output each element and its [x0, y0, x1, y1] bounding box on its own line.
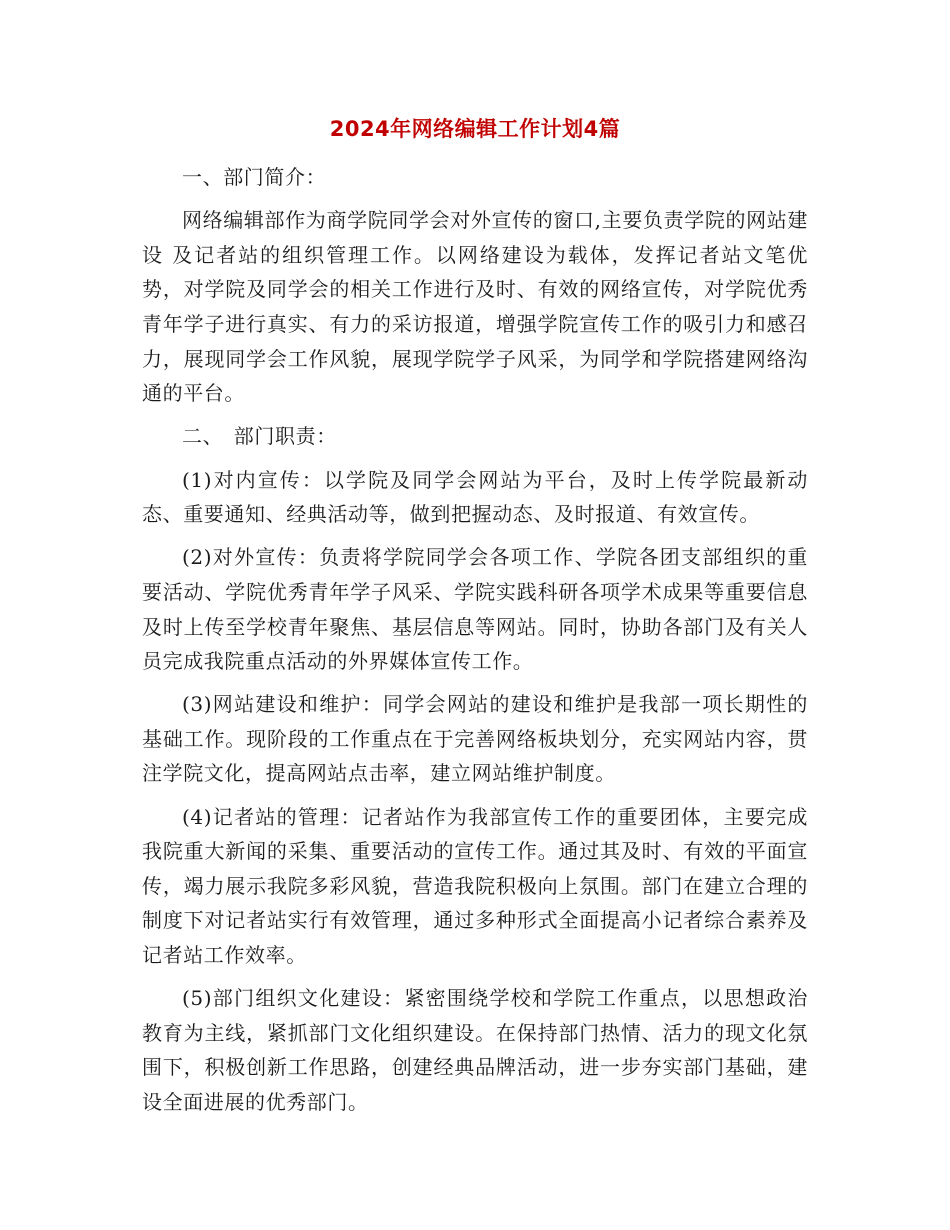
- paragraph-duty-2: (2)对外宣传：负责将学院同学会各项工作、学院各团支部组织的重要活动、学院优秀青年学子风采、学院实践科研各项学术成果等重要信息及时上传至学校青年聚焦、基层信息等网站。同时，协助各部门及有关人员完成我院重点活动的外界媒体宣传工作。: [142, 545, 808, 674]
- paragraph-duty-5: (5)部门组织文化建设：紧密围绕学校和学院工作重点，以思想政治教育为主线，紧抓部门文化组织建设。在保持部门热情、活力的现文化氛围下，积极创新工作思路，创建经典品牌活动，进一步夯实部门基础，建设全面进展的优秀部门。: [142, 986, 808, 1114]
- section-heading-intro: 一、部门简介：: [182, 165, 327, 189]
- section-heading-duties: 二、 部门职责：: [182, 424, 337, 449]
- paragraph-duty-1: (1)对内宣传：以学院及同学会网站为平台，及时上传学院最新动态、重要通知、经典活动等，做到把握动态、及时报道、有效宣传。: [142, 467, 808, 527]
- document-body: [142, 160, 808, 1128]
- paragraph-intro: 网络编辑部作为商学院同学会对外宣传的窗口,主要负责学院的网站建设 及记者站的组织管理工作。以网络建设为载体，发挥记者站文笔优势，对学院及同学会的相关工作进行及时、有效的网络宣传，对学院优秀青年学子进行真实、有力的采访报道，增强学院宣传工作的吸引力和感召力，展现同学会工作风貌，展现学院学子风采，为同学和学院搭建网络沟通的平台。: [142, 208, 808, 406]
- paragraph-duty-3: (3)网站建设和维护：同学会网站的建设和维护是我部一项长期性的基础工作。现阶段的工作重点在于完善网络板块划分，充实网站内容，贯注学院文化，提高网站点击率，建立网站维护制度。: [142, 692, 808, 786]
- document-title: 2024年网络编辑工作计划4篇: [329, 117, 621, 141]
- paragraph-duty-4: (4)记者站的管理：记者站作为我部宣传工作的重要团体，主要完成我院重大新闻的采集、重要活动的宣传工作。通过其及时、有效的平面宣传，竭力展示我院多彩风貌，营造我院积极向上氛围。部门在建立合理的制度下对记者站实行有效管理，通过多种形式全面提高小记者综合素养及记者站工作效率。: [142, 804, 808, 968]
